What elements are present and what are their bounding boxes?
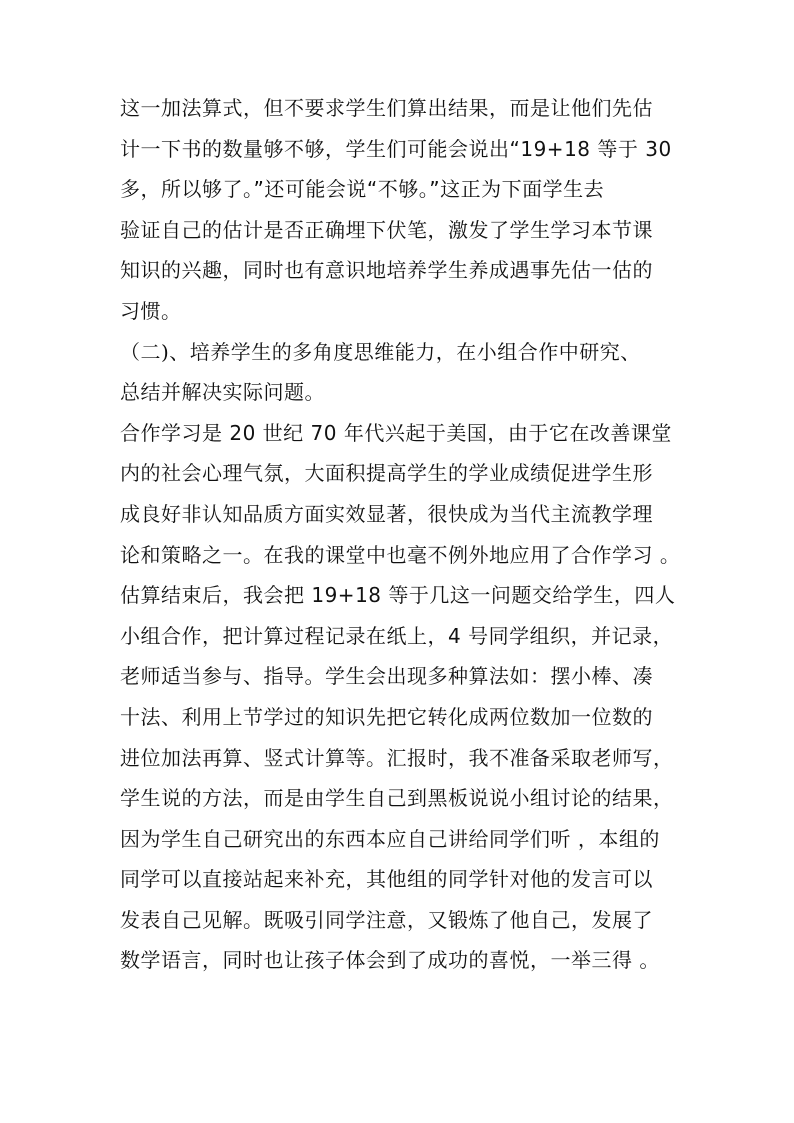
section-heading: （二)、培养学生的多角度思维能力，在小组合作中研究、 [120,339,641,364]
text-line: 习惯。 [120,298,182,323]
text-line: 计一下书的数量够不够，学生们可能会说出“19+18 等于 30 [120,136,672,161]
text-line: 这一加法算式，但不要求学生们算出结果，而是让他们先估 [120,96,653,120]
text-line: 论和策略之一。在我的课堂中也毫不例外地应用了合作学习 。 [120,542,681,567]
text-line: 成良好非认知品质方面实效显著，很快成为当代主流教学理 [120,501,653,526]
text-line: 进位加法再算、竖式计算等。汇报时，我不准备采取老师写， [120,745,674,770]
text-line: 因为学生自己研究出的东西本应自己讲给同学们听 ，本组的 [120,826,660,851]
section-heading-continued: 总结并解决实际问题。 [120,380,325,405]
text-line: 多，所以够了。”还可能会说“不够。”这正为下面学生去 [120,177,605,202]
text-line: 小组合作，把计算过程记录在纸上，4 号同学组织，并记录， [120,623,674,648]
text-line: 内的社会心理气氛，大面积提高学生的学业成绩促进学生形 [120,461,653,486]
text-line: 十法、利用上节学过的知识先把它转化成两位数加一位数的 [120,704,653,729]
text-line: 发表自己见解。既吸引同学注意，又锻炼了他自己，发展了 [120,907,653,932]
text-line: 合作学习是 20 世纪 70 年代兴起于美国，由于它在改善课堂 [120,420,672,445]
text-line: 学生说的方法，而是由学生自己到黑板说说小组讨论的结果， [120,786,674,811]
text-line: 估算结束后，我会把 19+18 等于几这一问题交给学生，四人 [120,583,676,608]
body-text [120,88,680,981]
text-line: 同学可以直接站起来补充，其他组的同学针对他的发言可以 [120,867,653,892]
text-line: 老师适当参与、指导。学生会出现多种算法如：摆小棒、凑 [120,664,653,689]
text-line: 知识的兴趣，同时也有意识地培养学生养成遇事先估一估的 [120,258,653,283]
text-line: 数学语言，同时也让孩子体会到了成功的喜悦，一举三得 。 [120,948,660,973]
text-line: 验证自己的估计是否正确埋下伏笔，激发了学生学习本节课 [120,217,653,242]
